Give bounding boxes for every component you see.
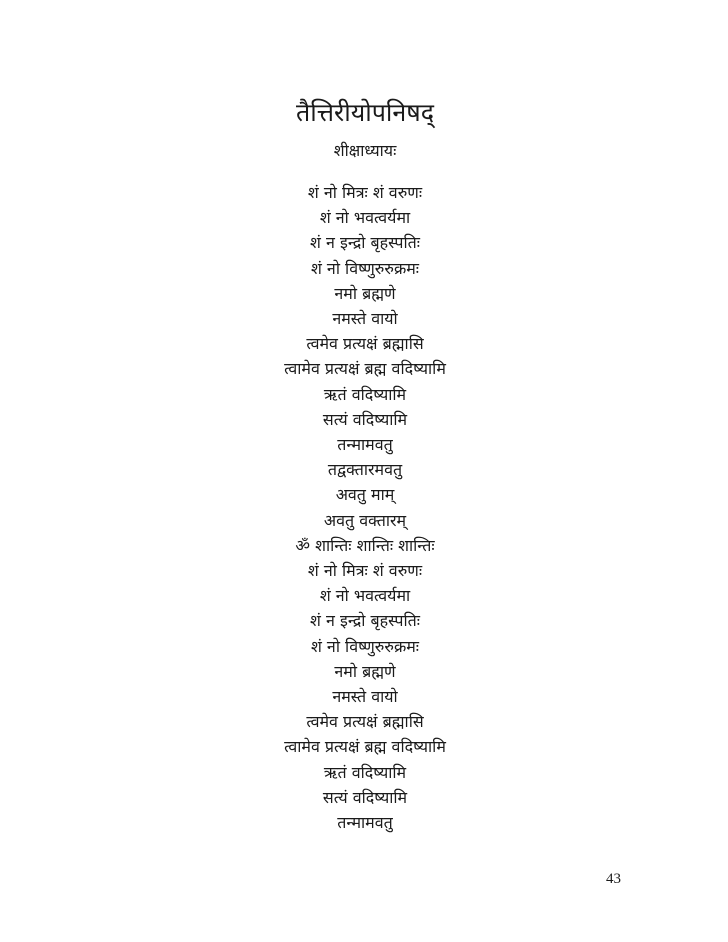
verse-line: नमो ब्रह्मणे bbox=[334, 283, 396, 303]
verse-line: अवतु वक्तारम् bbox=[323, 510, 407, 530]
verse-line: शं नो विष्णुरुरुक्रमः bbox=[310, 636, 420, 656]
chapter-subtitle: शीक्षाध्यायः bbox=[333, 141, 397, 160]
verse-line: अवतु माम् bbox=[335, 485, 395, 505]
page-title: तैत्तिरीयोपनिषद् bbox=[296, 98, 434, 127]
verse-line: शं नो विष्णुरुरुक्रमः bbox=[310, 258, 420, 278]
verse-line: शं नो मित्रः शं वरुणः bbox=[307, 183, 423, 202]
verse-line: शं न इन्द्रो बृहस्पतिः bbox=[310, 233, 420, 253]
verse-line: शं नो भवत्वर्यमा bbox=[319, 586, 411, 606]
page-content bbox=[250, 96, 480, 835]
verse-line: त्वामेव प्रत्यक्षं ब्रह्म वदिष्यामि bbox=[284, 737, 446, 757]
verse-line: शं नो भवत्वर्यमा bbox=[319, 208, 411, 228]
verse-line: सत्यं वदिष्यामि bbox=[322, 409, 408, 429]
verse-line: त्वामेव प्रत्यक्षं ब्रह्म वदिष्यामि bbox=[284, 359, 446, 379]
verse-line: तद्वक्तारमवतु bbox=[327, 460, 403, 480]
verse-line: त्वमेव प्रत्यक्षं ब्रह्मासि bbox=[306, 334, 424, 354]
verse-line: तन्मामवतु bbox=[337, 435, 393, 455]
verse-line: शं नो मित्रः शं वरुणः bbox=[307, 561, 423, 581]
verse-line: सत्यं वदिष्यामि bbox=[322, 787, 408, 807]
verse-line: ऋतं वदिष्यामि bbox=[323, 762, 407, 782]
verse-line: नमस्ते वायो bbox=[332, 687, 398, 707]
verse-line-shanti: ॐ शान्तिः शान्तिः शान्तिः bbox=[295, 535, 435, 555]
verse-line: तन्मामवतु bbox=[337, 813, 393, 833]
verse-line: शं न इन्द्रो बृहस्पतिः bbox=[310, 611, 420, 631]
verse-line: नमो ब्रह्मणे bbox=[334, 661, 396, 681]
verse-list bbox=[250, 180, 480, 835]
verse-line: नमस्ते वायो bbox=[332, 309, 398, 329]
page-number: 43 bbox=[606, 871, 621, 887]
verse-line: ऋतं वदिष्यामि bbox=[323, 384, 407, 404]
verse-line: त्वमेव प्रत्यक्षं ब्रह्मासि bbox=[306, 712, 424, 732]
